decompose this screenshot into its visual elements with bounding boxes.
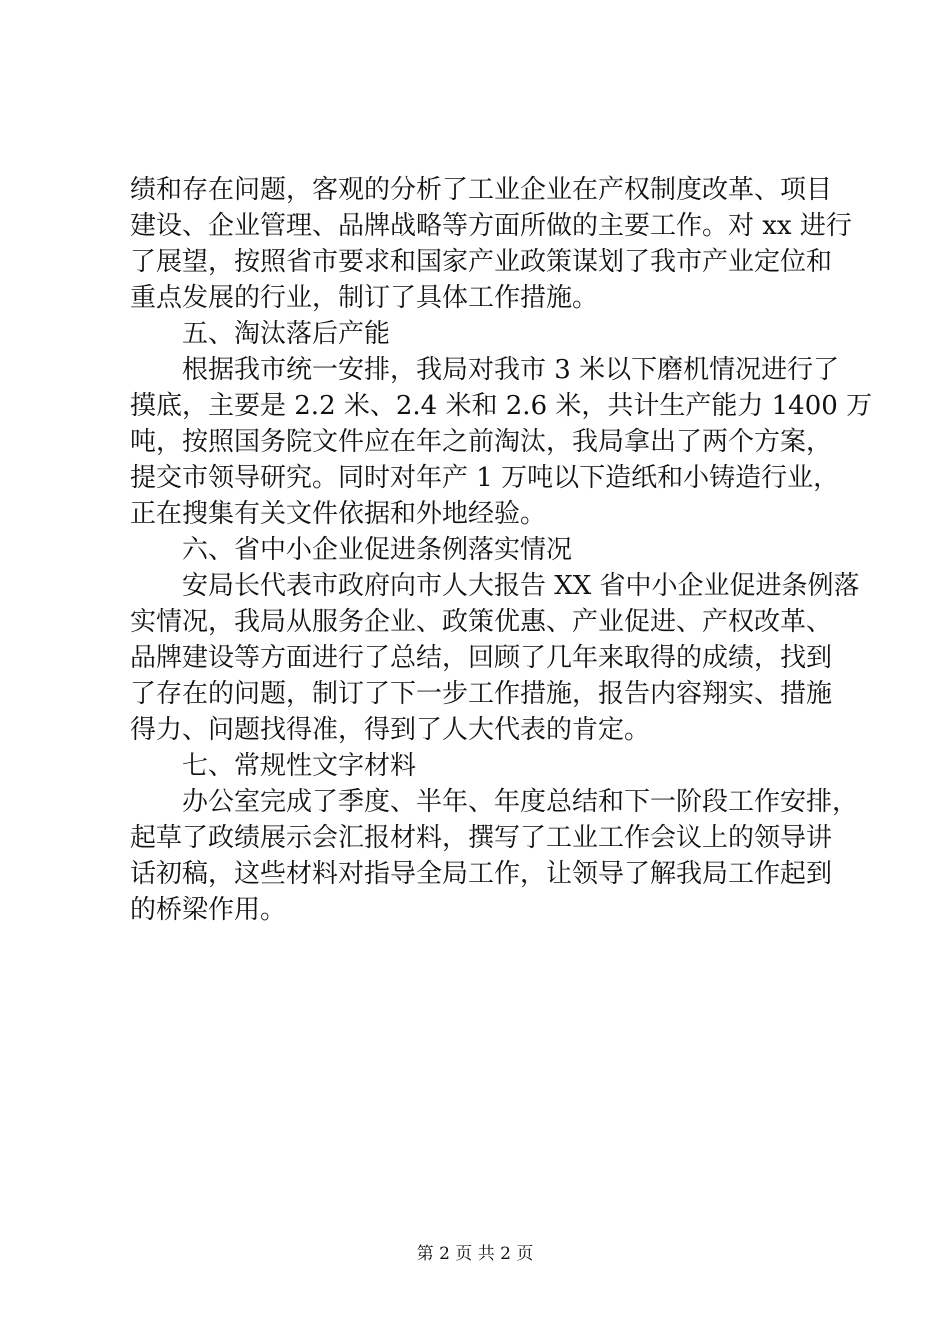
text-line: 实情况，我局从服务企业、政策优惠、产业促进、产权改革、: [130, 607, 833, 637]
text-line: 重点发展的行业，制订了具体工作措施。: [130, 283, 599, 313]
text-line: 建设、企业管理、品牌战略等方面所做的主要工作。对 xx 进行: [130, 211, 852, 241]
text-line: 品牌建设等方面进行了总结，回顾了几年来取得的成绩，找到: [130, 643, 833, 673]
text-line: 摸底，主要是 2.2 米、2.4 米和 2.6 米，共计生产能力 1400 万: [130, 391, 873, 421]
text-line: 绩和存在问题，客观的分析了工业企业在产权制度改革、项目: [130, 175, 833, 205]
text-line: 吨，按照国务院文件应在年之前淘汰，我局拿出了两个方案，: [130, 427, 833, 457]
section-heading: 六、省中小企业促进条例落实情况: [182, 535, 573, 565]
page-number-footer: 第 2 页 共 2 页: [416, 1244, 534, 1264]
text-line: 正在搜集有关文件依据和外地经验。: [130, 499, 547, 529]
text-line: 办公室完成了季度、半年、年度总结和下一阶段工作安排，: [182, 787, 859, 817]
text-line: 话初稿，这些材料对指导全局工作，让领导了解我局工作起到: [130, 859, 833, 889]
text-line: 根据我市统一安排，我局对我市 3 米以下磨机情况进行了: [182, 355, 840, 385]
text-line: 了存在的问题，制订了下一步工作措施，报告内容翔实、措施: [130, 679, 833, 709]
section-heading: 七、常规性文字材料: [182, 751, 417, 781]
text-line: 起草了政绩展示会汇报材料，撰写了工业工作会议上的领导讲: [130, 823, 833, 853]
text-line: 安局长代表市政府向市人大报告 XX 省中小企业促进条例落: [182, 571, 860, 601]
text-line: 提交市领导研究。同时对年产 1 万吨以下造纸和小铸造行业，: [130, 463, 840, 493]
text-line: 了展望，按照省市要求和国家产业政策谋划了我市产业定位和: [130, 247, 833, 277]
text-line: 的桥梁作用。: [130, 895, 287, 925]
section-heading: 五、淘汰落后产能: [182, 319, 391, 349]
document-body: [130, 172, 873, 928]
text-line: 得力、问题找得准，得到了人大代表的肯定。: [130, 715, 651, 745]
